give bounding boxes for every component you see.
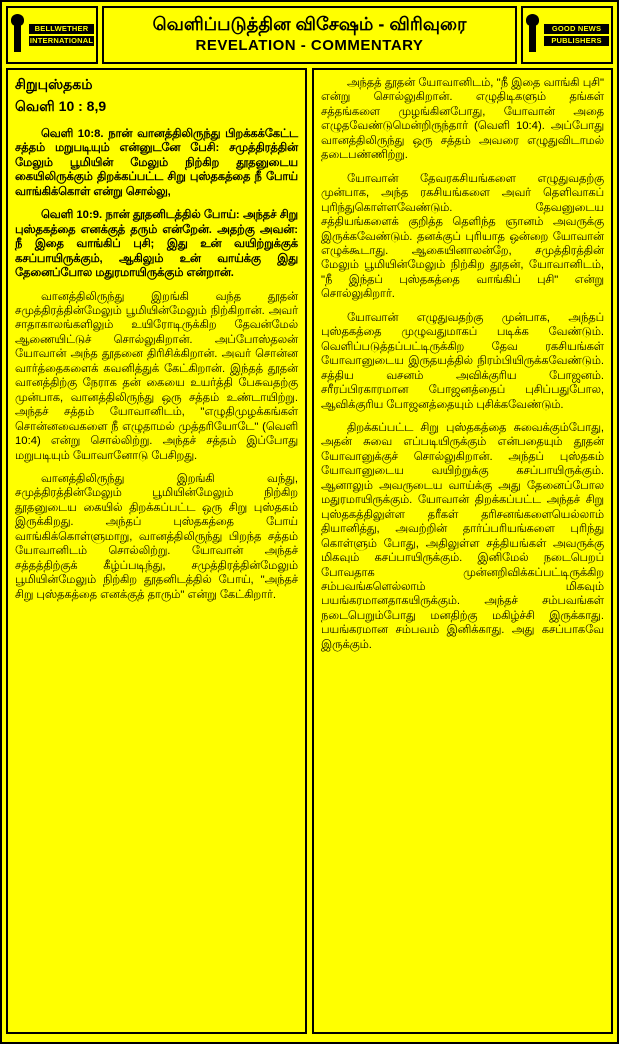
section-title-line1: சிறுபுஸ்தகம் xyxy=(15,76,93,92)
verse-paragraph: வெளி 10:9. நான் தூதனிடத்தில் போய்: அந்தச் சிறு புஸ்தகத்தை எனக்குத் தரும் என்றேன். அதற்கு அவன்: நீ இதை வாங்கிப் புசி; இது உன் வயிற்றுக்குக் கசப்பாயிருக்கும், ஆகிலும் உன் வாய்க்கு இது தேனைப்போல மதுரமாயிருக்கும் என்றான். xyxy=(15,209,298,280)
title-block xyxy=(102,6,517,64)
section-title-line2: வெளி 10 : 8,9 xyxy=(15,97,107,114)
body-paragraph: திறக்கப்பட்ட சிறு புஸ்தகத்தை சுவைக்கும்போது, அதன் சுவை எப்படியிருக்கும் என்பதையும் தூதன் யோவானுக்குச் சொல்லுகிறான். அந்தப் புஸ்தகம் யோவானுடைய வயிற்றுக்கு கசப்பாயிருக்கும். ஆனாலும் அவருடைய வாய்க்கு அது தேனைப்போல மதுரமாயிருக்கும். யோவான் திறக்கப்பட்ட அந்தச் சிறு புஸ்தகத்திலுள்ள தரீகள் தரிசனங்களையெல்லாம் தியானித்து, அவற்றின் தார்ப்பரியங்களை புரிந்து கொள்ளும் போது, அதிலுள்ள சத்தியங்கள் அவருக்கு மிகவும் கசப்பாயிருக்கும். இனிமேல் நடைபெறப் போவதாக முன்னறிவிக்கப்பட்டிருக்கிற சம்பவங்களெல்லாம் மிகவும் பயங்கரமானதாகயிருக்கும். அந்தச் சம்பவங்கள் நடைபெறும்போது மனதிற்கு மகிழ்ச்சி இருக்காது. பயங்கரமான சம்பவம் இனிக்காது. அது கசப்பாகவே இருக்கும். xyxy=(321,421,604,651)
columns-wrapper xyxy=(2,68,617,1038)
torch-icon xyxy=(10,14,26,56)
body-paragraph: வானத்திலிருந்து இறங்கி வந்து, சமுத்திரத்தின்மேலும் பூமியின்மேலும் நிற்கிற தூதனுடைய கையில் திறக்கப்பட்ட ஒரு சிறு புஸ்தகம் இருக்கிறது. அந்தப் புஸ்தகத்தை போய் வாங்கிக்கொள்ளுமாறு, வானத்திலிருந்து பிறந்த சத்தம் யோவானிடம் சொல்லிற்று. யோவான் அந்தச் சத்தத்திற்குக் கீழ்ப்படிந்து, சமுத்திரத்தின்மேலும் பூமியின்மேலும் நிற்கிற தூதனிடத்தில் போய், "அந்தச் சிறு புஸ்தகத்தை எனக்குத் தாரும்" என்று கேட்கிறார். xyxy=(15,472,298,601)
bellwether-logo-line2: INTERNATIONAL xyxy=(29,36,94,45)
page-title-english: REVELATION - COMMENTARY xyxy=(195,37,424,55)
body-paragraph: யோவான் தேவரகசியங்களை எழுதுவதற்கு முன்பாக, அந்த ரகசியங்களை அவர் தெளிவாகப் புரிந்துகொள்ளவேண்டும். தேவனுடைய சத்தியங்களைக் குறித்த தெளிந்த ஞானம் அவருக்கு இருக்கவேண்டும். தனக்குப் புரியாத ஒன்றை யோவான் எழுக்கூடாது. ஆகையினாலன்றே, சமுத்திரத்தின் மேலும் பூமியின்மேலும் நிற்கிற தூதன், யோவானிடம், "நீ இந்தப் புஸ்தகத்தை வாங்கிப் புசி" என்று சொல்லுகிறார். xyxy=(321,172,604,301)
bellwether-logo-line1: BELLWETHER xyxy=(29,24,94,34)
verse-paragraph: வெளி 10:8. நான் வானத்திலிருந்து பிறக்கக்கேட்ட சத்தம் மறுபடியும் என்னுடனே பேசி: சமுத்திரத்தின் மேலும் பூமியின் மேலும் நிற்கிற தூதனுடைய கையிலிருக்கும் திறக்கப்பட்ட சிறு புஸ்தகத்தை நீ போய் வாங்கிக்கொள் என்று சொல்லு, xyxy=(15,128,298,198)
left-column xyxy=(6,68,307,1034)
torch-icon xyxy=(525,14,541,56)
page-header xyxy=(2,2,617,68)
body-paragraph: யோவான் எழுதுவதற்கு முன்பாக, அந்தப் புஸ்தகத்தை முழுவதுமாகப் படிக்க வேண்டும். வெளிப்படுத்தப்பட்டிருக்கிற தேவ ரகசியங்கள் யோவானுடைய இருதயத்தில் நிரம்பியிருக்கவேண்டும். சத்திய வசனம் அவிக்குரிய போஜனம். சரீரப்பிரகாரமான போஜனத்தைப் புசிப்பதுபோல, ஆவிக்குரிய போஜனத்தையும் புசிக்கவேண்டும். xyxy=(321,311,604,411)
page-title-tamil: வெளிப்படுத்தின விசேஷம் - விரிவுரை xyxy=(152,13,467,34)
bellwether-logo xyxy=(6,6,98,64)
right-column xyxy=(312,68,613,1034)
body-paragraph: அந்தத் தூதன் யோவானிடம், "நீ இதை வாங்கி புசி" என்று சொல்லுகிறான். எழுதிடிகளும் தங்கள் சத்தங்களை முழங்கினபோது, யோவான் அதை எழுதவேண்டுமென்றிருந்தார் (வெளி 10:4). அப்போது வானத்திலிருந்து ஒரு சத்தம் அவரை எழுதுவிடாமல் தடைபண்ணிற்று. xyxy=(321,77,604,162)
good-news-logo-line2: PUBLISHERS xyxy=(544,36,609,46)
body-paragraph: வானத்திலிருந்து இறங்கி வந்த தூதன் சமுத்திரத்தின்மேலும் பூமியின்மேலும் நிற்கிறான். அவர் சாதாகாலங்களிலும் உயிரோடிருக்கிற தேவன்மேல் ஆணையிட்டுச் சொல்லுகிறான். அப்போஸ்தலன் யோவான் அந்த தூதனை திரிசிக்கிறான். அவர் சொன்ன வார்த்தைகளைக் கவனித்துக் கேட்கிறான். இந்தத் தூதன் வானத்திற்கு நேராக தன் கையை உயர்த்தி பேசுவதற்கு முன்பாக, வானத்திலிருந்து ஒரு சத்தம் உண்டாயிற்று. அந்தச் சத்தம் யோவானிடம், "எழுதிமுழக்கங்கள் சொன்னவைகளை நீ எழுதாமல் முத்தரியோடே" (வெளி 10:4) என்று சொல்லிற்று. அந்தச் சத்தம் இப்போது மறுபடியும் யோவானோடு பேசிறது. xyxy=(15,290,298,462)
good-news-logo-line1: GOOD NEWS xyxy=(544,24,609,34)
good-news-logo xyxy=(521,6,613,64)
